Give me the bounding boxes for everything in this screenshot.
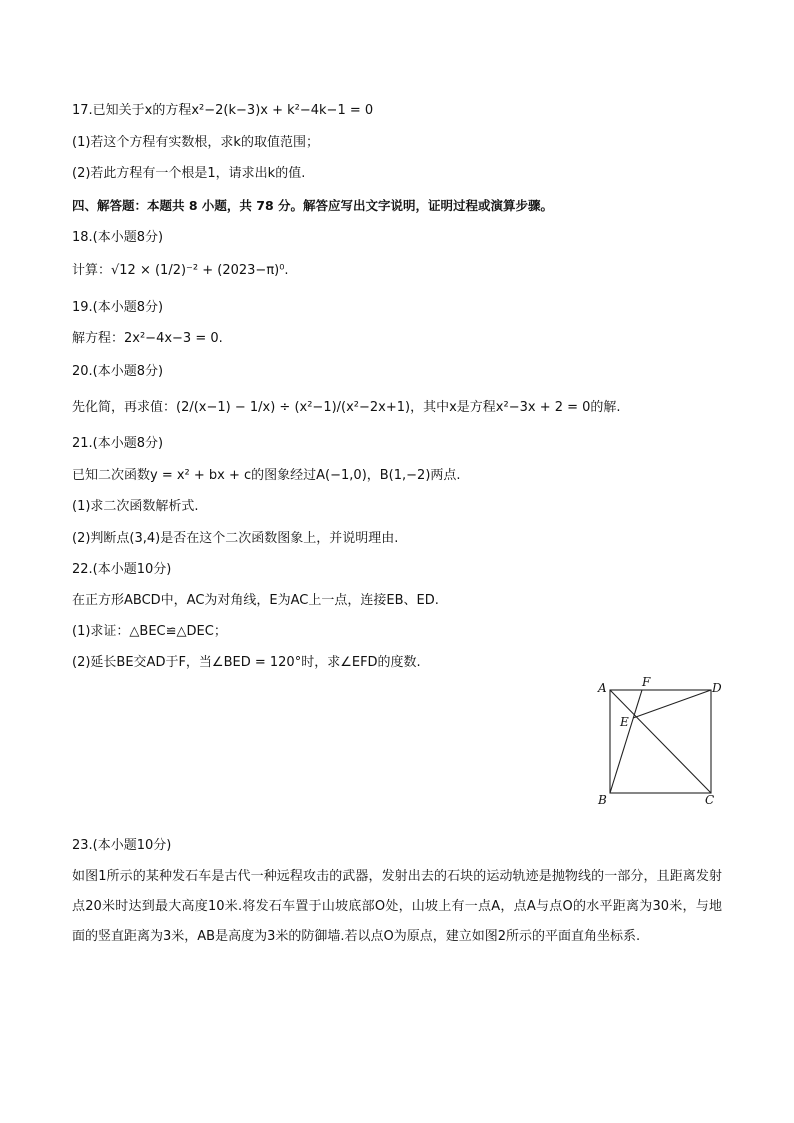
label-b: B	[598, 793, 607, 807]
q22-part2: (2)延长BE交AD于F，当∠BED = 120°时，求∠EFD的度数.	[72, 655, 421, 670]
q18-header: 18.(本小题8分)	[72, 230, 164, 245]
label-a: A	[598, 681, 607, 695]
q18-body: 计算：√12 × (1/2)⁻² + (2023−π)⁰.	[72, 263, 289, 278]
q22-stem: 在正方形ABCD中，AC为对角线，E为AC上一点，连接EB、ED.	[72, 593, 439, 608]
q22-part1: (1)求证：△BEC≌△DEC；	[72, 624, 227, 639]
q17-part2: (2)若此方程有一个根是1，请求出k的值.	[72, 166, 306, 181]
label-c: C	[705, 793, 715, 807]
q22-header: 22.(本小题10分)	[72, 562, 172, 577]
section-heading: 四、解答题：本题共 8 小题，共 78 分。解答应写出文字说明，证明过程或演算步骤。	[72, 198, 554, 213]
label-e: E	[620, 715, 629, 729]
label-f: F	[642, 675, 651, 689]
label-d: D	[712, 681, 722, 695]
q23-body: 如图1所示的某种发石车是古代一种远程攻击的武器，发射出去的石块的运动轨迹是抛物线的一部分，且距离发射点20米时达到最大高度10米.将发石车置于山坡底部O处，山坡上有一点A，点A与点O的水平距离为30米，与地面的竖直距离为3米，AB是高度为3米的防御墙.若以点O为原点，建立如图2所示的平面直角坐标系.	[72, 869, 722, 944]
square-figure-svg	[590, 672, 730, 812]
segment-ed	[633, 690, 711, 718]
segment-bf	[610, 690, 642, 793]
q20-body: 先化简，再求值：(2/(x−1) − 1/x) ÷ (x²−1)/(x²−2x+1)，其中x是方程x²−3x + 2 = 0的解.	[72, 400, 621, 415]
q19-body: 解方程：2x²−4x−3 = 0.	[72, 331, 223, 346]
square-figure	[590, 672, 730, 812]
q23-header: 23.(本小题10分)	[72, 838, 172, 853]
q21-stem: 已知二次函数y = x² + bx + c的图象经过A(−1,0)，B(1,−2)两点.	[72, 468, 461, 483]
q20-header: 20.(本小题8分)	[72, 364, 164, 379]
q21-header: 21.(本小题8分)	[72, 436, 164, 451]
diagonal-ac	[610, 690, 711, 793]
q17-stem: 17.已知关于x的方程x²−2(k−3)x + k²−4k−1 = 0	[72, 103, 374, 118]
q21-part1: (1)求二次函数解析式.	[72, 499, 199, 514]
q21-part2: (2)判断点(3,4)是否在这个二次函数图象上，并说明理由.	[72, 531, 399, 546]
q19-header: 19.(本小题8分)	[72, 300, 164, 315]
q17-part1: (1)若这个方程有实数根，求k的取值范围；	[72, 135, 319, 150]
